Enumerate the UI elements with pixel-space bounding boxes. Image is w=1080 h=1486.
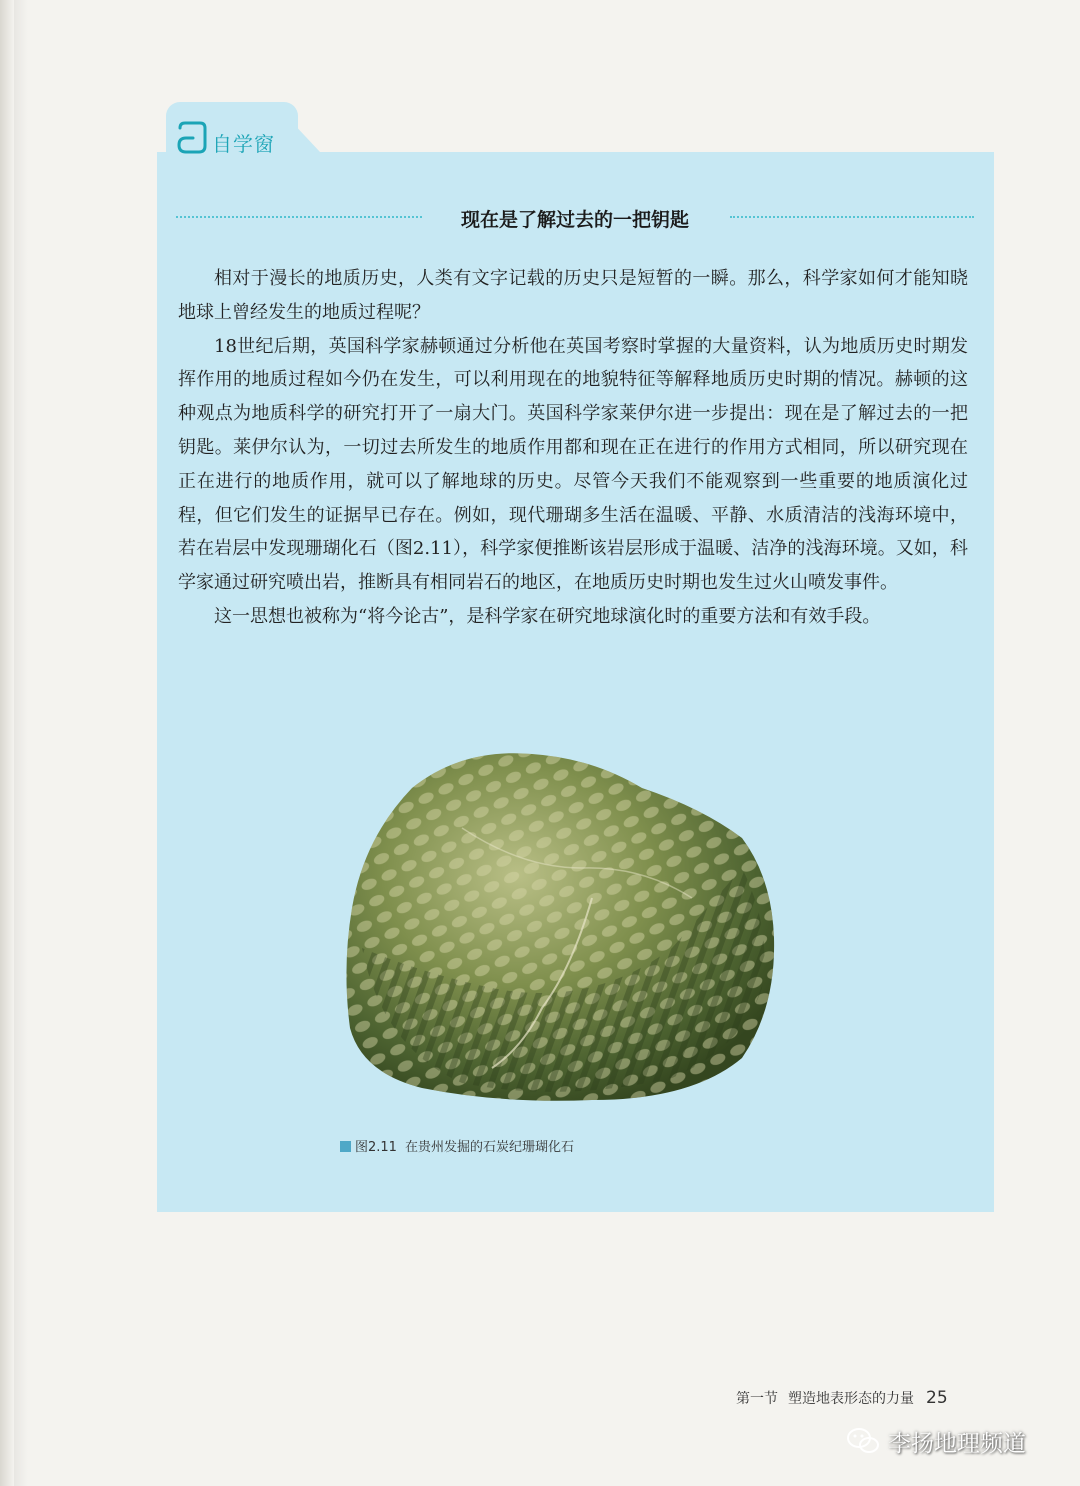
self-study-label: 自学窗 [212,132,275,156]
wechat-icon [846,1427,880,1455]
figure-number: 图2.11 [355,1140,397,1155]
paragraph: 相对于漫长的地质历史，人类有文字记载的历史只是短暂的一瞬。那么，科学家如何才能知晓地球上曾经发生的地质过程呢？ [178,268,968,323]
watermark [846,1424,1026,1458]
body-text [178,262,968,634]
self-study-tab-slant [290,120,320,152]
page-number: 25 [926,1388,948,1408]
caption-marker [340,1141,351,1152]
footer-section: 第一节 [736,1391,778,1407]
section-heading: 现在是了解过去的一把钥匙 [460,209,689,231]
heading-divider-left [176,216,422,218]
page-edge [0,0,14,1486]
coral-fossil-image [342,748,778,1108]
page-footer [736,1388,948,1408]
figure-caption-text: 在贵州发掘的石炭纪珊瑚化石 [404,1140,574,1155]
watermark-text: 李扬地理频道 [888,1430,1026,1457]
figure-caption [340,1136,574,1155]
heading-divider-right [730,216,974,218]
spine-shadow [14,0,28,1486]
paragraph: 这一思想也被称为“将今论古”，是科学家在研究地球演化时的重要方法和有效手段。 [214,605,881,627]
paragraph: 18世纪后期，英国科学家赫顿通过分析他在英国考察时掌握的大量资料，认为地质历史时期发挥作用的地质过程如今仍在发生，可以利用现在的地貌特征等解释地质历史时期的情况。赫顿的这种观点为地质科学的研究打开了一扇大门。英国科学家莱伊尔进一步提出：现在是了解过去的一把钥匙。莱伊尔认为，一切过去所发生的地质作用都和现在正在进行的作用方式相同，所以研究现在正在进行的地质作用，就可以了解地球的历史。尽管今天我们不能观察到一些重要的地质演化过程，但它们发生的证据早已存在。例如，现代珊瑚多生活在温暖、平静、水质清洁的浅海环境中，若在岩层中发现珊瑚化石（图2.11），科学家便推断该岩层形成于温暖、洁净的浅海环境。又如，科学家通过研究喷出岩，推断具有相同岩石的地区，在地质历史时期也发生过火山喷发事件。 [178,335,968,594]
footer-title: 塑造地表形态的力量 [788,1391,914,1407]
self-study-icon [174,120,208,156]
